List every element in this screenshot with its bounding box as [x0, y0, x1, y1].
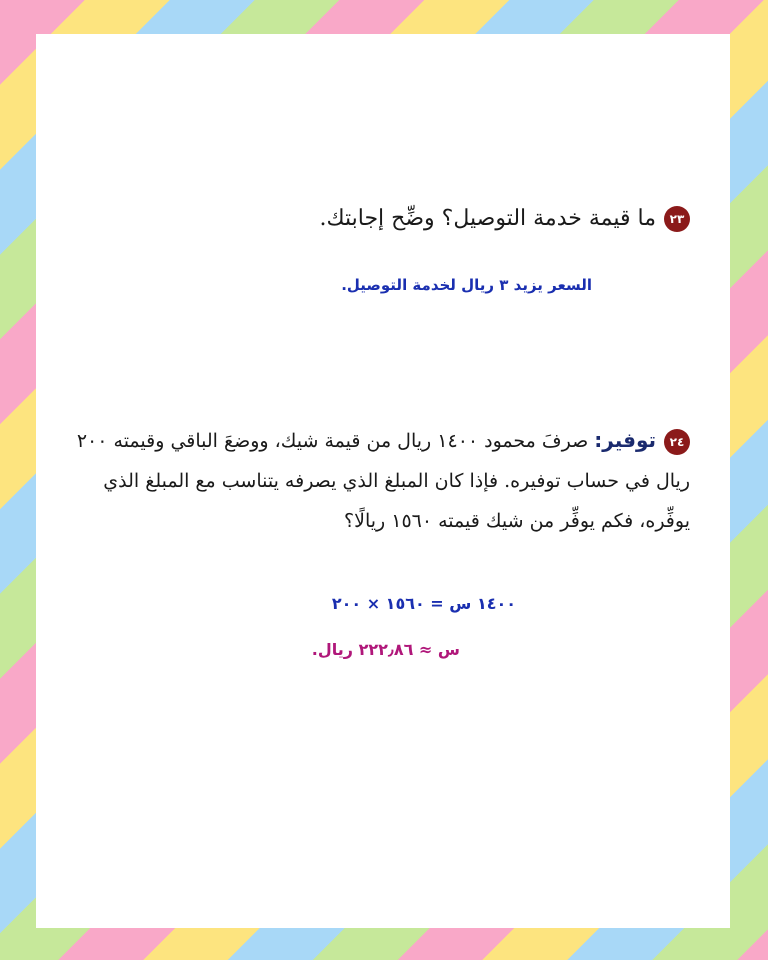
question-number-badge: ٢٣ [664, 206, 690, 232]
worksheet-page [36, 34, 730, 928]
answer-24-equation: ١٤٠٠ س = ١٥٦٠ × ٢٠٠ [331, 594, 516, 613]
question-24-text: صرفَ محمود ١٤٠٠ ريال من قيمة شيك، ووضعَ الباقي وقيمته ٢٠٠ ريال في حساب توفيره. فإذا كان المبلغ الذي يصرفه يتناسب مع المبلغ الذي يوفِّره، فكم يوفِّر من شيك قيمته ١٥٦٠ ريالًا؟ [76, 430, 690, 532]
question-24-keyword: توفير: [594, 428, 656, 452]
question-number-badge: ٢٤ [664, 429, 690, 455]
question-23 [319, 206, 690, 232]
question-23-text: ما قيمة خدمة التوصيل؟ وضِّح إجابتك. [319, 206, 656, 231]
question-24 [70, 420, 690, 541]
answer-24-result: س ≈ ٢٢٢٫٨٦ ريال. [311, 640, 460, 659]
answer-23: السعر يزيد ٣ ريال لخدمة التوصيل. [341, 276, 592, 294]
